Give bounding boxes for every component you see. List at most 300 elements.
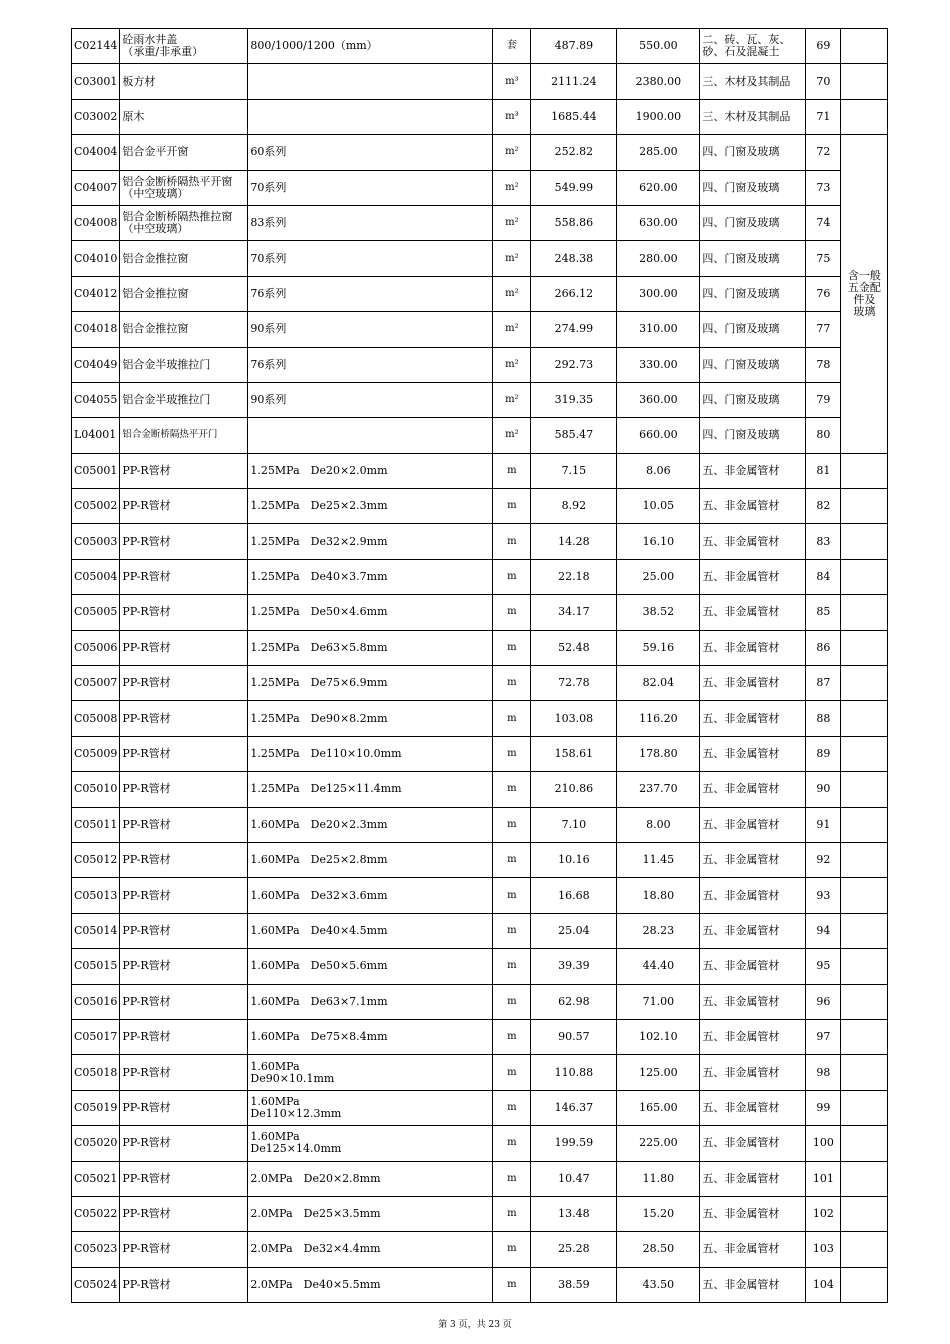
- item-spec: [248, 64, 493, 99]
- item-spec: 1.25MPa De125×11.4mm: [248, 772, 493, 807]
- item-price: 225.00: [617, 1126, 700, 1161]
- item-category: 五、非金属管材: [700, 984, 806, 1019]
- item-name: PP-R管材: [120, 949, 248, 984]
- item-price: 165.00: [617, 1090, 700, 1125]
- item-code: C03002: [72, 99, 120, 134]
- item-price: 2380.00: [617, 64, 700, 99]
- item-category: 五、非金属管材: [700, 807, 806, 842]
- item-note: [841, 1090, 888, 1125]
- table-row: [72, 347, 888, 382]
- item-code: C05004: [72, 559, 120, 594]
- item-name: PP-R管材: [120, 1019, 248, 1054]
- item-category: 四、门窗及玻璃: [700, 418, 806, 453]
- item-seq: 76: [806, 276, 841, 311]
- item-note: [841, 1055, 888, 1090]
- item-note: [841, 630, 888, 665]
- item-code: C05002: [72, 489, 120, 524]
- item-seq: 95: [806, 949, 841, 984]
- item-name: 板方材: [120, 64, 248, 99]
- item-name: 铝合金半玻推拉门: [120, 347, 248, 382]
- item-seq: 99: [806, 1090, 841, 1125]
- item-tax-price: 103.08: [531, 701, 617, 736]
- item-unit: m: [493, 559, 531, 594]
- item-category: 五、非金属管材: [700, 630, 806, 665]
- table-row: [72, 1161, 888, 1196]
- table-row: [72, 453, 888, 488]
- item-price: 18.80: [617, 878, 700, 913]
- item-category: 五、非金属管材: [700, 1196, 806, 1231]
- item-tax-price: 2111.24: [531, 64, 617, 99]
- item-category: 四、门窗及玻璃: [700, 382, 806, 417]
- item-seq: 79: [806, 382, 841, 417]
- item-tax-price: 7.10: [531, 807, 617, 842]
- item-code: C02144: [72, 29, 120, 64]
- table-row: [72, 1090, 888, 1125]
- item-name: PP-R管材: [120, 1090, 248, 1125]
- item-price: 43.50: [617, 1267, 700, 1302]
- item-note: [841, 807, 888, 842]
- item-price: 16.10: [617, 524, 700, 559]
- item-tax-price: 292.73: [531, 347, 617, 382]
- item-code: C05023: [72, 1232, 120, 1267]
- table-row: [72, 276, 888, 311]
- item-price: 59.16: [617, 630, 700, 665]
- item-price: 102.10: [617, 1019, 700, 1054]
- item-name: PP-R管材: [120, 524, 248, 559]
- item-code: C05007: [72, 666, 120, 701]
- item-name: PP-R管材: [120, 1196, 248, 1231]
- item-note: [841, 842, 888, 877]
- item-price: 360.00: [617, 382, 700, 417]
- item-tax-price: 1685.44: [531, 99, 617, 134]
- item-price: 10.05: [617, 489, 700, 524]
- item-seq: 70: [806, 64, 841, 99]
- table-row: [72, 99, 888, 134]
- item-category: 五、非金属管材: [700, 842, 806, 877]
- item-spec: 1.60MPa De75×8.4mm: [248, 1019, 493, 1054]
- item-price: 38.52: [617, 595, 700, 630]
- item-tax-price: 14.28: [531, 524, 617, 559]
- item-category: 四、门窗及玻璃: [700, 205, 806, 240]
- item-code: C05019: [72, 1090, 120, 1125]
- table-row: [72, 1267, 888, 1302]
- item-price: 71.00: [617, 984, 700, 1019]
- item-name: PP-R管材: [120, 630, 248, 665]
- table-row: [72, 842, 888, 877]
- item-seq: 94: [806, 913, 841, 948]
- item-unit: m: [493, 453, 531, 488]
- item-spec: 76系列: [248, 276, 493, 311]
- item-unit: m: [493, 949, 531, 984]
- item-code: C04004: [72, 135, 120, 170]
- item-tax-price: 62.98: [531, 984, 617, 1019]
- item-tax-price: 10.47: [531, 1161, 617, 1196]
- item-code: C04008: [72, 205, 120, 240]
- item-price: 620.00: [617, 170, 700, 205]
- item-spec: 1.60MPa De63×7.1mm: [248, 984, 493, 1019]
- item-code: C05015: [72, 949, 120, 984]
- table-row: [72, 949, 888, 984]
- item-tax-price: 8.92: [531, 489, 617, 524]
- item-spec: 2.0MPa De32×4.4mm: [248, 1232, 493, 1267]
- table-row: [72, 382, 888, 417]
- item-name: PP-R管材: [120, 595, 248, 630]
- item-tax-price: 7.15: [531, 453, 617, 488]
- item-category: 五、非金属管材: [700, 913, 806, 948]
- item-unit: m: [493, 1090, 531, 1125]
- item-tax-price: 72.78: [531, 666, 617, 701]
- item-name: PP-R管材: [120, 1055, 248, 1090]
- item-category: 四、门窗及玻璃: [700, 276, 806, 311]
- item-note-merged: 含一般 五金配 件及 玻璃: [841, 135, 888, 454]
- item-seq: 80: [806, 418, 841, 453]
- item-note: [841, 489, 888, 524]
- item-note: [841, 29, 888, 64]
- table-row: [72, 312, 888, 347]
- item-spec: 1.60MPa De90×10.1mm: [248, 1055, 493, 1090]
- item-tax-price: 319.35: [531, 382, 617, 417]
- item-code: C05014: [72, 913, 120, 948]
- item-category: 五、非金属管材: [700, 1161, 806, 1196]
- item-price: 11.80: [617, 1161, 700, 1196]
- table-row: [72, 170, 888, 205]
- item-name: PP-R管材: [120, 772, 248, 807]
- table-row: [72, 1019, 888, 1054]
- item-price: 28.50: [617, 1232, 700, 1267]
- item-unit: m: [493, 630, 531, 665]
- item-unit: m: [493, 736, 531, 771]
- item-category: 五、非金属管材: [700, 878, 806, 913]
- item-note: [841, 1267, 888, 1302]
- item-category: 五、非金属管材: [700, 559, 806, 594]
- item-tax-price: 39.39: [531, 949, 617, 984]
- item-spec: 1.25MPa De32×2.9mm: [248, 524, 493, 559]
- item-name: 铝合金断桥隔热平开门: [120, 418, 248, 453]
- item-spec: 90系列: [248, 312, 493, 347]
- item-unit: m: [493, 772, 531, 807]
- item-tax-price: 38.59: [531, 1267, 617, 1302]
- item-name: PP-R管材: [120, 1232, 248, 1267]
- item-tax-price: 146.37: [531, 1090, 617, 1125]
- item-unit: m: [493, 1196, 531, 1231]
- item-spec: 1.25MPa De75×6.9mm: [248, 666, 493, 701]
- item-category: 三、木材及其制品: [700, 64, 806, 99]
- item-price: 8.00: [617, 807, 700, 842]
- item-price: 330.00: [617, 347, 700, 382]
- item-spec: 1.60MPa De32×3.6mm: [248, 878, 493, 913]
- item-code: C05011: [72, 807, 120, 842]
- item-seq: 71: [806, 99, 841, 134]
- item-spec: 2.0MPa De25×3.5mm: [248, 1196, 493, 1231]
- item-note: [841, 1232, 888, 1267]
- item-seq: 82: [806, 489, 841, 524]
- item-name: 铝合金平开窗: [120, 135, 248, 170]
- item-seq: 81: [806, 453, 841, 488]
- item-tax-price: 549.99: [531, 170, 617, 205]
- item-spec: 1.25MPa De90×8.2mm: [248, 701, 493, 736]
- table-row: [72, 666, 888, 701]
- table-row: [72, 29, 888, 64]
- item-category: 三、木材及其制品: [700, 99, 806, 134]
- table-row: [72, 1055, 888, 1090]
- item-seq: 100: [806, 1126, 841, 1161]
- item-spec: 2.0MPa De40×5.5mm: [248, 1267, 493, 1302]
- table-body: [72, 29, 888, 1303]
- item-name: 铝合金断桥隔热推拉窗 （中空玻璃）: [120, 205, 248, 240]
- item-unit: 套: [493, 29, 531, 64]
- item-name: 铝合金推拉窗: [120, 312, 248, 347]
- item-name: PP-R管材: [120, 1267, 248, 1302]
- item-price: 660.00: [617, 418, 700, 453]
- table-row: [72, 772, 888, 807]
- item-price: 28.23: [617, 913, 700, 948]
- table-row: [72, 1232, 888, 1267]
- item-name: PP-R管材: [120, 736, 248, 771]
- item-unit: m²: [493, 418, 531, 453]
- item-tax-price: 274.99: [531, 312, 617, 347]
- item-category: 五、非金属管材: [700, 772, 806, 807]
- item-spec: 70系列: [248, 241, 493, 276]
- item-tax-price: 25.28: [531, 1232, 617, 1267]
- item-seq: 92: [806, 842, 841, 877]
- item-code: C05021: [72, 1161, 120, 1196]
- item-spec: 1.25MPa De25×2.3mm: [248, 489, 493, 524]
- item-price: 300.00: [617, 276, 700, 311]
- item-name: PP-R管材: [120, 807, 248, 842]
- item-category: 五、非金属管材: [700, 736, 806, 771]
- table-row: [72, 489, 888, 524]
- item-tax-price: 110.88: [531, 1055, 617, 1090]
- item-code: C04049: [72, 347, 120, 382]
- item-spec: 1.25MPa De40×3.7mm: [248, 559, 493, 594]
- item-name: PP-R管材: [120, 1126, 248, 1161]
- item-tax-price: 199.59: [531, 1126, 617, 1161]
- item-name: PP-R管材: [120, 913, 248, 948]
- item-price: 550.00: [617, 29, 700, 64]
- item-note: [841, 595, 888, 630]
- item-spec: 60系列: [248, 135, 493, 170]
- item-seq: 72: [806, 135, 841, 170]
- item-note: [841, 1196, 888, 1231]
- item-unit: m²: [493, 276, 531, 311]
- item-note: [841, 524, 888, 559]
- item-note: [841, 559, 888, 594]
- item-spec: 1.60MPa De50×5.6mm: [248, 949, 493, 984]
- item-name: 铝合金半玻推拉门: [120, 382, 248, 417]
- item-code: C05022: [72, 1196, 120, 1231]
- item-spec: 1.60MPa De110×12.3mm: [248, 1090, 493, 1125]
- item-category: 五、非金属管材: [700, 1126, 806, 1161]
- item-tax-price: 487.89: [531, 29, 617, 64]
- item-price: 310.00: [617, 312, 700, 347]
- item-note: [841, 1161, 888, 1196]
- item-name: PP-R管材: [120, 878, 248, 913]
- item-code: C05001: [72, 453, 120, 488]
- item-unit: m: [493, 595, 531, 630]
- item-category: 五、非金属管材: [700, 1055, 806, 1090]
- item-tax-price: 266.12: [531, 276, 617, 311]
- item-unit: m: [493, 807, 531, 842]
- item-seq: 86: [806, 630, 841, 665]
- item-category: 五、非金属管材: [700, 489, 806, 524]
- item-seq: 85: [806, 595, 841, 630]
- item-spec: 1.25MPa De50×4.6mm: [248, 595, 493, 630]
- item-unit: m²: [493, 382, 531, 417]
- table-row: [72, 878, 888, 913]
- item-name: 铝合金推拉窗: [120, 241, 248, 276]
- item-code: L04001: [72, 418, 120, 453]
- item-spec: [248, 418, 493, 453]
- item-seq: 91: [806, 807, 841, 842]
- item-price: 25.00: [617, 559, 700, 594]
- item-price: 44.40: [617, 949, 700, 984]
- item-seq: 74: [806, 205, 841, 240]
- item-seq: 104: [806, 1267, 841, 1302]
- item-category: 五、非金属管材: [700, 701, 806, 736]
- item-name: 铝合金推拉窗: [120, 276, 248, 311]
- item-tax-price: 210.86: [531, 772, 617, 807]
- item-code: C05008: [72, 701, 120, 736]
- table-row: [72, 595, 888, 630]
- item-spec: 1.25MPa De110×10.0mm: [248, 736, 493, 771]
- item-category: 五、非金属管材: [700, 1019, 806, 1054]
- item-name: PP-R管材: [120, 559, 248, 594]
- item-name: PP-R管材: [120, 701, 248, 736]
- item-code: C05012: [72, 842, 120, 877]
- table-row: [72, 135, 888, 170]
- item-note: [841, 772, 888, 807]
- item-category: 五、非金属管材: [700, 453, 806, 488]
- item-name: 砼雨水井盖 （承重/非承重）: [120, 29, 248, 64]
- item-price: 15.20: [617, 1196, 700, 1231]
- item-price: 125.00: [617, 1055, 700, 1090]
- item-unit: m: [493, 1055, 531, 1090]
- item-tax-price: 90.57: [531, 1019, 617, 1054]
- item-unit: m: [493, 1232, 531, 1267]
- item-seq: 73: [806, 170, 841, 205]
- item-code: C03001: [72, 64, 120, 99]
- item-price: 1900.00: [617, 99, 700, 134]
- item-tax-price: 248.38: [531, 241, 617, 276]
- item-code: C05003: [72, 524, 120, 559]
- item-code: C05013: [72, 878, 120, 913]
- item-seq: 96: [806, 984, 841, 1019]
- item-name: 铝合金断桥隔热平开窗 （中空玻璃）: [120, 170, 248, 205]
- table-row: [72, 524, 888, 559]
- item-category: 四、门窗及玻璃: [700, 135, 806, 170]
- item-spec: 1.60MPa De125×14.0mm: [248, 1126, 493, 1161]
- item-seq: 87: [806, 666, 841, 701]
- item-spec: 1.25MPa De63×5.8mm: [248, 630, 493, 665]
- item-code: C05009: [72, 736, 120, 771]
- item-category: 五、非金属管材: [700, 1232, 806, 1267]
- item-unit: m: [493, 878, 531, 913]
- item-category: 二、砖、瓦、灰、 砂、石及混凝土: [700, 29, 806, 64]
- item-unit: m³: [493, 99, 531, 134]
- item-unit: m²: [493, 347, 531, 382]
- page-footer: 第 3 页，共 23 页: [438, 1320, 512, 1330]
- item-code: C04018: [72, 312, 120, 347]
- item-unit: m: [493, 1267, 531, 1302]
- item-note: [841, 949, 888, 984]
- item-code: C05006: [72, 630, 120, 665]
- item-name: PP-R管材: [120, 453, 248, 488]
- item-note: [841, 913, 888, 948]
- table-row: [72, 807, 888, 842]
- item-code: C05017: [72, 1019, 120, 1054]
- item-price: 178.80: [617, 736, 700, 771]
- item-unit: m: [493, 1161, 531, 1196]
- item-unit: m: [493, 842, 531, 877]
- price-table: [71, 28, 888, 1303]
- item-tax-price: 16.68: [531, 878, 617, 913]
- item-spec: 2.0MPa De20×2.8mm: [248, 1161, 493, 1196]
- item-code: C04055: [72, 382, 120, 417]
- table-row: [72, 418, 888, 453]
- item-tax-price: 158.61: [531, 736, 617, 771]
- item-name: PP-R管材: [120, 1161, 248, 1196]
- item-spec: 1.60MPa De25×2.8mm: [248, 842, 493, 877]
- item-seq: 83: [806, 524, 841, 559]
- item-name: PP-R管材: [120, 489, 248, 524]
- item-tax-price: 252.82: [531, 135, 617, 170]
- item-seq: 89: [806, 736, 841, 771]
- item-note: [841, 736, 888, 771]
- item-price: 11.45: [617, 842, 700, 877]
- item-name: PP-R管材: [120, 842, 248, 877]
- item-unit: m: [493, 524, 531, 559]
- table-row: [72, 736, 888, 771]
- item-tax-price: 558.86: [531, 205, 617, 240]
- item-seq: 84: [806, 559, 841, 594]
- item-code: C04012: [72, 276, 120, 311]
- item-seq: 75: [806, 241, 841, 276]
- item-price: 280.00: [617, 241, 700, 276]
- item-unit: m²: [493, 312, 531, 347]
- table-row: [72, 630, 888, 665]
- item-spec: 70系列: [248, 170, 493, 205]
- item-tax-price: 22.18: [531, 559, 617, 594]
- item-note: [841, 701, 888, 736]
- item-unit: m: [493, 666, 531, 701]
- table-row: [72, 64, 888, 99]
- item-category: 五、非金属管材: [700, 1090, 806, 1125]
- item-note: [841, 453, 888, 488]
- item-seq: 97: [806, 1019, 841, 1054]
- item-category: 五、非金属管材: [700, 949, 806, 984]
- item-note: [841, 99, 888, 134]
- item-spec: 76系列: [248, 347, 493, 382]
- item-price: 237.70: [617, 772, 700, 807]
- item-code: C05005: [72, 595, 120, 630]
- item-category: 四、门窗及玻璃: [700, 312, 806, 347]
- item-unit: m²: [493, 170, 531, 205]
- table-row: [72, 559, 888, 594]
- item-seq: 101: [806, 1161, 841, 1196]
- item-unit: m: [493, 701, 531, 736]
- item-code: C05018: [72, 1055, 120, 1090]
- item-category: 五、非金属管材: [700, 1267, 806, 1302]
- item-name: 原木: [120, 99, 248, 134]
- item-spec: [248, 99, 493, 134]
- item-category: 四、门窗及玻璃: [700, 170, 806, 205]
- item-unit: m: [493, 913, 531, 948]
- item-tax-price: 13.48: [531, 1196, 617, 1231]
- item-note: [841, 1126, 888, 1161]
- item-tax-price: 52.48: [531, 630, 617, 665]
- item-seq: 102: [806, 1196, 841, 1231]
- item-code: C05024: [72, 1267, 120, 1302]
